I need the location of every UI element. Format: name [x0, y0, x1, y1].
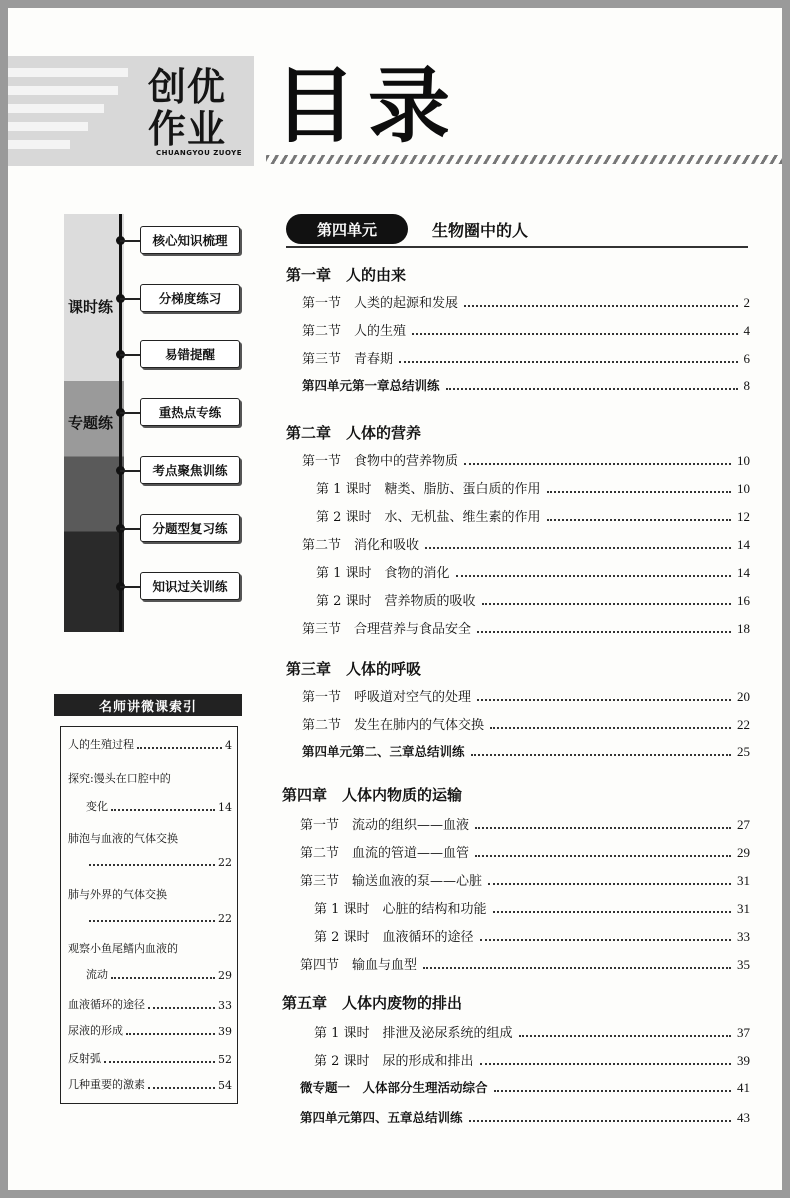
toc-row-page: 31 [737, 873, 750, 888]
micro-index-item-page: 39 [218, 1025, 232, 1038]
flow-step-7: 知识过关训练 [140, 572, 240, 600]
toc-row-page: 10 [737, 453, 750, 468]
flow-connector [120, 528, 140, 530]
micro-index-item-title: 几种重要的激素 [68, 1078, 145, 1091]
unit-divider [286, 246, 748, 248]
unit-title: 生物圈中的人 [432, 221, 529, 240]
toc-row-label: 第一节 人类的起源和发展 [302, 296, 459, 311]
toc-row[interactable] [302, 618, 750, 637]
toc-row-label: 第 2 课时 尿的形成和排出 [314, 1054, 474, 1069]
flow-connector [120, 586, 140, 588]
micro-index-item[interactable] [86, 856, 232, 869]
toc-row-label: 第 1 课时 食物的消化 [316, 566, 450, 581]
flow-step-1: 核心知识梳理 [140, 226, 240, 254]
toc-row-label: 第二节 消化和吸收 [302, 538, 420, 553]
micro-index-item[interactable] [68, 996, 232, 1012]
toc-row-page: 6 [743, 351, 750, 366]
page-title: 目录 [274, 59, 463, 154]
toc-row-page: 37 [737, 1025, 750, 1040]
flow-step-5: 考点聚焦训练 [140, 456, 240, 484]
toc-row-page: 8 [743, 378, 750, 393]
brand-subtitle: CHUANGYOU ZUOYE [156, 149, 243, 157]
toc-row-page: 41 [737, 1080, 750, 1095]
toc-row-page: 29 [737, 845, 750, 860]
toc-row-page: 22 [737, 717, 750, 732]
micro-index-item-title: 变化 [86, 800, 108, 813]
toc-row[interactable] [314, 898, 750, 917]
micro-index-item-page: 14 [218, 801, 232, 814]
toc-row-label: 第三节 青春期 [302, 352, 394, 367]
toc-row[interactable] [300, 842, 750, 861]
flow-vertical-line [119, 214, 122, 632]
toc-row-label: 第一节 呼吸道对空气的处理 [302, 690, 472, 705]
micro-index-item-title: 肺泡与血液的气体交换 [68, 832, 178, 845]
toc-row-label: 第 2 课时 水、无机盐、维生素的作用 [316, 510, 541, 525]
toc-row-label: 第 1 课时 糖类、脂肪、蛋白质的作用 [316, 482, 541, 497]
flow-step-2: 分梯度练习 [140, 284, 240, 312]
micro-index-item-page: 22 [218, 856, 232, 869]
micro-index-item-title: 血液循环的途径 [68, 998, 145, 1011]
toc-row-label: 微专题一 人体部分生理活动综合 [300, 1080, 488, 1095]
toc-page [8, 8, 782, 1190]
toc-row-page: 10 [737, 481, 750, 496]
toc-row-page: 39 [737, 1053, 750, 1068]
toc-row-page: 14 [737, 537, 750, 552]
toc-row-page: 14 [737, 565, 750, 580]
toc-row[interactable] [314, 1050, 750, 1069]
flow-step-3: 易错提醒 [140, 340, 240, 368]
micro-index-item[interactable] [68, 1050, 232, 1066]
micro-index-item-page: 54 [218, 1079, 232, 1092]
micro-index-item[interactable] [68, 830, 232, 846]
chapter-title[interactable]: 第四章 人体内物质的运输 [282, 786, 463, 804]
toc-row-page: 2 [743, 295, 750, 310]
flow-connector [120, 354, 140, 356]
toc-row-label: 第四节 输血与血型 [300, 958, 418, 973]
flow-connector [120, 240, 140, 242]
toc-row-page: 27 [737, 817, 750, 832]
chapter-title[interactable]: 第一章 人的由来 [286, 266, 407, 284]
toc-row[interactable] [314, 1022, 750, 1041]
toc-row-label: 第一节 食物中的营养物质 [302, 454, 459, 469]
toc-row-label: 第 2 课时 血液循环的途径 [314, 930, 474, 945]
toc-row[interactable] [314, 926, 750, 945]
toc-row[interactable] [302, 292, 750, 311]
flow-step-4: 重热点专练 [140, 398, 240, 426]
toc-row-label: 第四单元第一章总结训练 [302, 378, 440, 393]
brand-line-1: 创优 [148, 65, 227, 109]
toc-row[interactable] [302, 714, 750, 733]
toc-row-summary[interactable] [300, 1078, 750, 1096]
chapter-title[interactable]: 第五章 人体内废物的排出 [282, 994, 463, 1012]
title-hatch-divider [266, 155, 782, 164]
micro-index-item-title: 反射弧 [68, 1052, 101, 1065]
toc-row-label: 第四单元第四、五章总结训练 [300, 1110, 463, 1125]
micro-index-item-page: 4 [225, 739, 232, 752]
toc-row-page: 4 [743, 323, 750, 338]
micro-index-item-title: 探究:馒头在口腔中的 [68, 772, 171, 785]
unit-label-badge: 第四单元 [286, 214, 408, 244]
toc-row[interactable] [316, 478, 750, 497]
micro-index-item-page: 22 [218, 912, 232, 925]
toc-row[interactable] [302, 450, 750, 469]
toc-row[interactable] [316, 562, 750, 581]
flow-label-lesson: 课时练 [68, 298, 114, 316]
toc-row-label: 第二节 人的生殖 [302, 324, 407, 339]
toc-row[interactable] [300, 954, 750, 973]
toc-row[interactable] [302, 348, 750, 367]
toc-row[interactable] [302, 534, 750, 553]
toc-row-label: 第一节 流动的组织——血液 [300, 818, 470, 833]
micro-index-item-page: 29 [218, 969, 232, 982]
micro-index-item[interactable] [68, 770, 232, 786]
toc-row-page: 35 [737, 957, 750, 972]
toc-row-page: 20 [737, 689, 750, 704]
toc-row-page: 33 [737, 929, 750, 944]
brand-logo [148, 66, 226, 150]
flow-connector [120, 298, 140, 300]
micro-index-item-title: 观察小鱼尾鳍内血液的 [68, 942, 178, 955]
micro-index-item[interactable] [68, 886, 232, 902]
micro-index-item[interactable] [68, 940, 232, 956]
micro-index-item[interactable] [68, 1022, 232, 1038]
flow-connector [120, 412, 140, 414]
brand-line-2: 作业 [148, 107, 227, 151]
toc-row-label: 第 1 课时 排泄及泌尿系统的组成 [314, 1026, 513, 1041]
toc-row[interactable] [316, 506, 750, 525]
toc-row-summary[interactable] [300, 1108, 750, 1126]
toc-row-page: 12 [737, 509, 750, 524]
toc-row-page: 25 [737, 744, 750, 759]
micro-index-item[interactable] [86, 966, 232, 982]
toc-row-page: 18 [737, 621, 750, 636]
micro-index-title: 名师讲微课索引 [54, 694, 242, 716]
toc-row-page: 16 [737, 593, 750, 608]
toc-row-label: 第三节 输送血液的泵——心脏 [300, 874, 483, 889]
toc-row[interactable] [316, 590, 750, 609]
chapter-title[interactable]: 第三章 人体的呼吸 [286, 660, 422, 678]
toc-row-label: 第二节 发生在肺内的气体交换 [302, 718, 485, 733]
toc-row-page: 31 [737, 901, 750, 916]
toc-row-label: 第三节 合理营养与食品安全 [302, 622, 472, 637]
toc-row-summary[interactable] [302, 742, 750, 760]
micro-index-item[interactable] [86, 912, 232, 925]
micro-index-item[interactable] [68, 736, 232, 752]
micro-index-item-title: 尿液的形成 [68, 1024, 123, 1037]
flow-step-6: 分题型复习练 [140, 514, 240, 542]
toc-row-label: 第 2 课时 营养物质的吸收 [316, 594, 476, 609]
flow-label-topic: 专题练 [68, 414, 114, 432]
toc-row[interactable] [300, 870, 750, 889]
flow-connector [120, 470, 140, 472]
micro-index-item-title: 人的生殖过程 [68, 738, 134, 751]
toc-row[interactable] [302, 320, 750, 339]
toc-row-label: 第四单元第二、三章总结训练 [302, 744, 465, 759]
toc-row-page: 43 [737, 1110, 750, 1125]
toc-row-summary[interactable] [302, 376, 750, 394]
toc-row-label: 第 1 课时 心脏的结构和功能 [314, 902, 487, 917]
micro-index-item-title: 肺与外界的气体交换 [68, 888, 167, 901]
micro-index-item[interactable] [68, 1076, 232, 1092]
toc-row-label: 第二节 血流的管道——血管 [300, 846, 470, 861]
chapter-title[interactable]: 第二章 人体的营养 [286, 424, 422, 442]
toc-row[interactable] [300, 814, 750, 833]
micro-index-item[interactable] [86, 798, 232, 814]
micro-index-item-page: 52 [218, 1053, 232, 1066]
micro-index-item-page: 33 [218, 999, 232, 1012]
micro-index-item-title: 流动 [86, 968, 108, 981]
toc-row[interactable] [302, 686, 750, 705]
